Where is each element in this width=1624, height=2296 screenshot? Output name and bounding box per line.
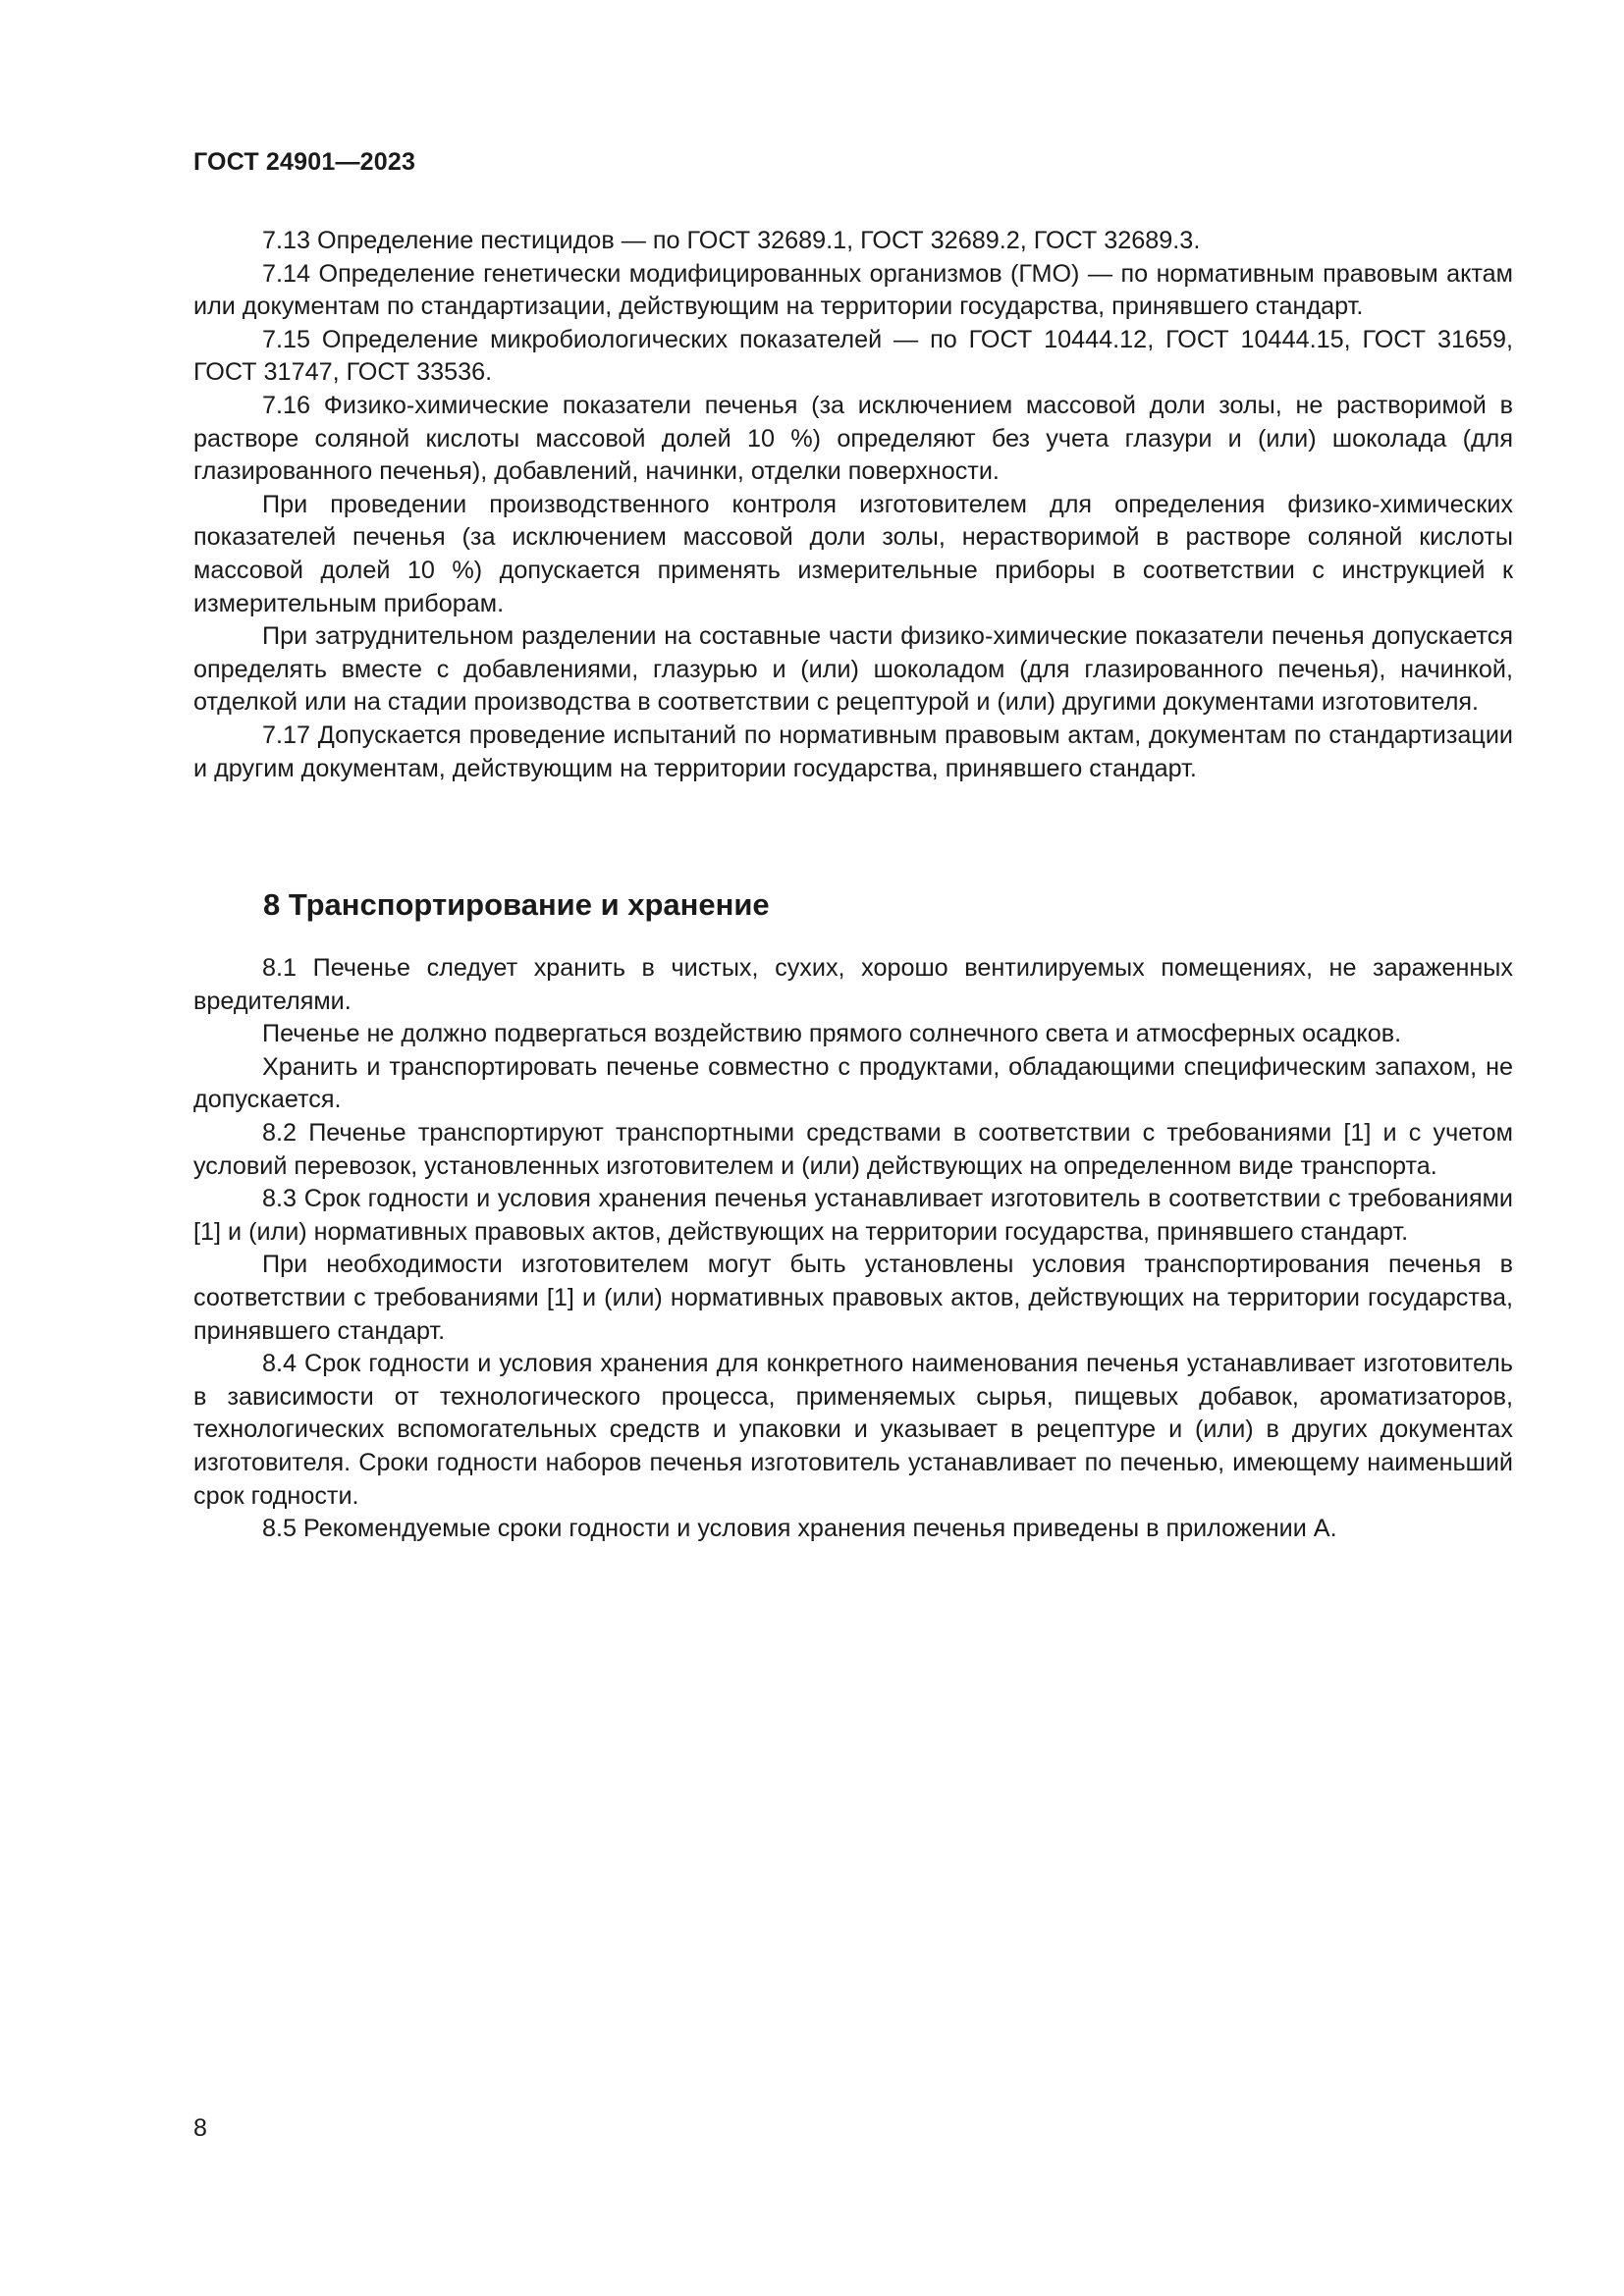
paragraph-8-3-transport: При необходимости изготовителем могут быть установлены условия транспортирования печенья в соответствии с требованиями [1] и (или) нормативных правовых актов, действующих на территории государства, принявшего стандарт. — [193, 1251, 1513, 1345]
paragraph-7-16-production-control: При проведении производственного контроля изготовителем для определения физико-химических показателей печенья (за исключением массовой доли золы, нерастворимой в растворе соляной кислоты массовой долей 10 %) допускается применять измерительные приборы в соответствии с инструкцией к измерительным приборам. — [193, 490, 1513, 617]
paragraph-7-14: 7.14 Определение генетически модифицированных организмов (ГМО) — по нормативным правовым актам или документам по стандартизации, действующим на территории государства, принявшего стандарт. — [193, 259, 1513, 321]
paragraph-8-1-sunlight: Печенье не должно подвергаться воздействию прямого солнечного света и атмосферных осадков. — [262, 1020, 1402, 1048]
paragraph-7-15: 7.15 Определение микробиологических показателей — по ГОСТ 10444.12, ГОСТ 10444.15, ГОСТ 31659, ГОСТ 31747, ГОСТ 33536. — [193, 325, 1513, 387]
paragraph-7-17: 7.17 Допускается проведение испытаний по нормативным правовым актам, документам по стандартизации и другим документам, действующим на территории государства, принявшего стандарт. — [193, 721, 1513, 782]
page-number: 8 — [193, 2114, 207, 2142]
paragraph-8-3: 8.3 Срок годности и условия хранения печенья устанавливает изготовитель в соответствии с требованиями [1] и (или) нормативных правовых актов, действующих на территории государства, принявшего стандарт. — [193, 1185, 1513, 1246]
document-code-header: ГОСТ 24901—2023 — [193, 148, 416, 176]
paragraph-8-2: 8.2 Печенье транспортируют транспортными средствами в соответствии с требованиями [1] и с учетом условий перевозок, установленных изготовителем и (или) действующих на определенном виде транспорта. — [193, 1118, 1513, 1180]
paragraph-7-16-separation: При затруднительном разделении на составные части физико-химические показатели печенья допускается определять вместе с добавлениями, глазурью и (или) шоколадом (для глазированного печенья), начинкой, отделкой или на стадии производства в соответствии с рецептурой и (или) другими документами изготовителя. — [193, 622, 1513, 717]
paragraph-7-16: 7.16 Физико-химические показатели печенья (за исключением массовой доли золы, не растворимой в растворе соляной кислоты массовой долей 10 %) определяют без учета глазури и (или) шоколада (для глазированного печенья), добавлений, начинки, отделки поверхности. — [193, 391, 1513, 486]
paragraph-8-1-odor: Хранить и транспортировать печенье совместно с продуктами, обладающими специфическим запахом, не допускается. — [193, 1052, 1513, 1114]
section-7-text — [193, 225, 1513, 785]
section-8-text — [193, 952, 1513, 1546]
paragraph-8-4: 8.4 Срок годности и условия хранения для конкретного наименования печенья устанавливает изготовитель в зависимости от технологического процесса, применяемых сырья, пищевых добавок, ароматизаторов, технологических вспомогательных средств и упаковки и указывает в рецептуре и (или) в других документах изготовителя. Сроки годности наборов печенья изготовитель устанавливает по печенью, имеющему наименьший срок годности. — [193, 1350, 1513, 1510]
section-8-heading: 8 Транспортирование и хранение — [263, 887, 770, 922]
paragraph-7-13: 7.13 Определение пестицидов — по ГОСТ 32689.1, ГОСТ 32689.2, ГОСТ 32689.3. — [262, 227, 1201, 254]
paragraph-8-5: 8.5 Рекомендуемые сроки годности и условия хранения печенья приведены в приложении А. — [262, 1515, 1337, 1543]
paragraph-8-1: 8.1 Печенье следует хранить в чистых, сухих, хорошо вентилируемых помещениях, не зараженных вредителями. — [193, 954, 1513, 1015]
